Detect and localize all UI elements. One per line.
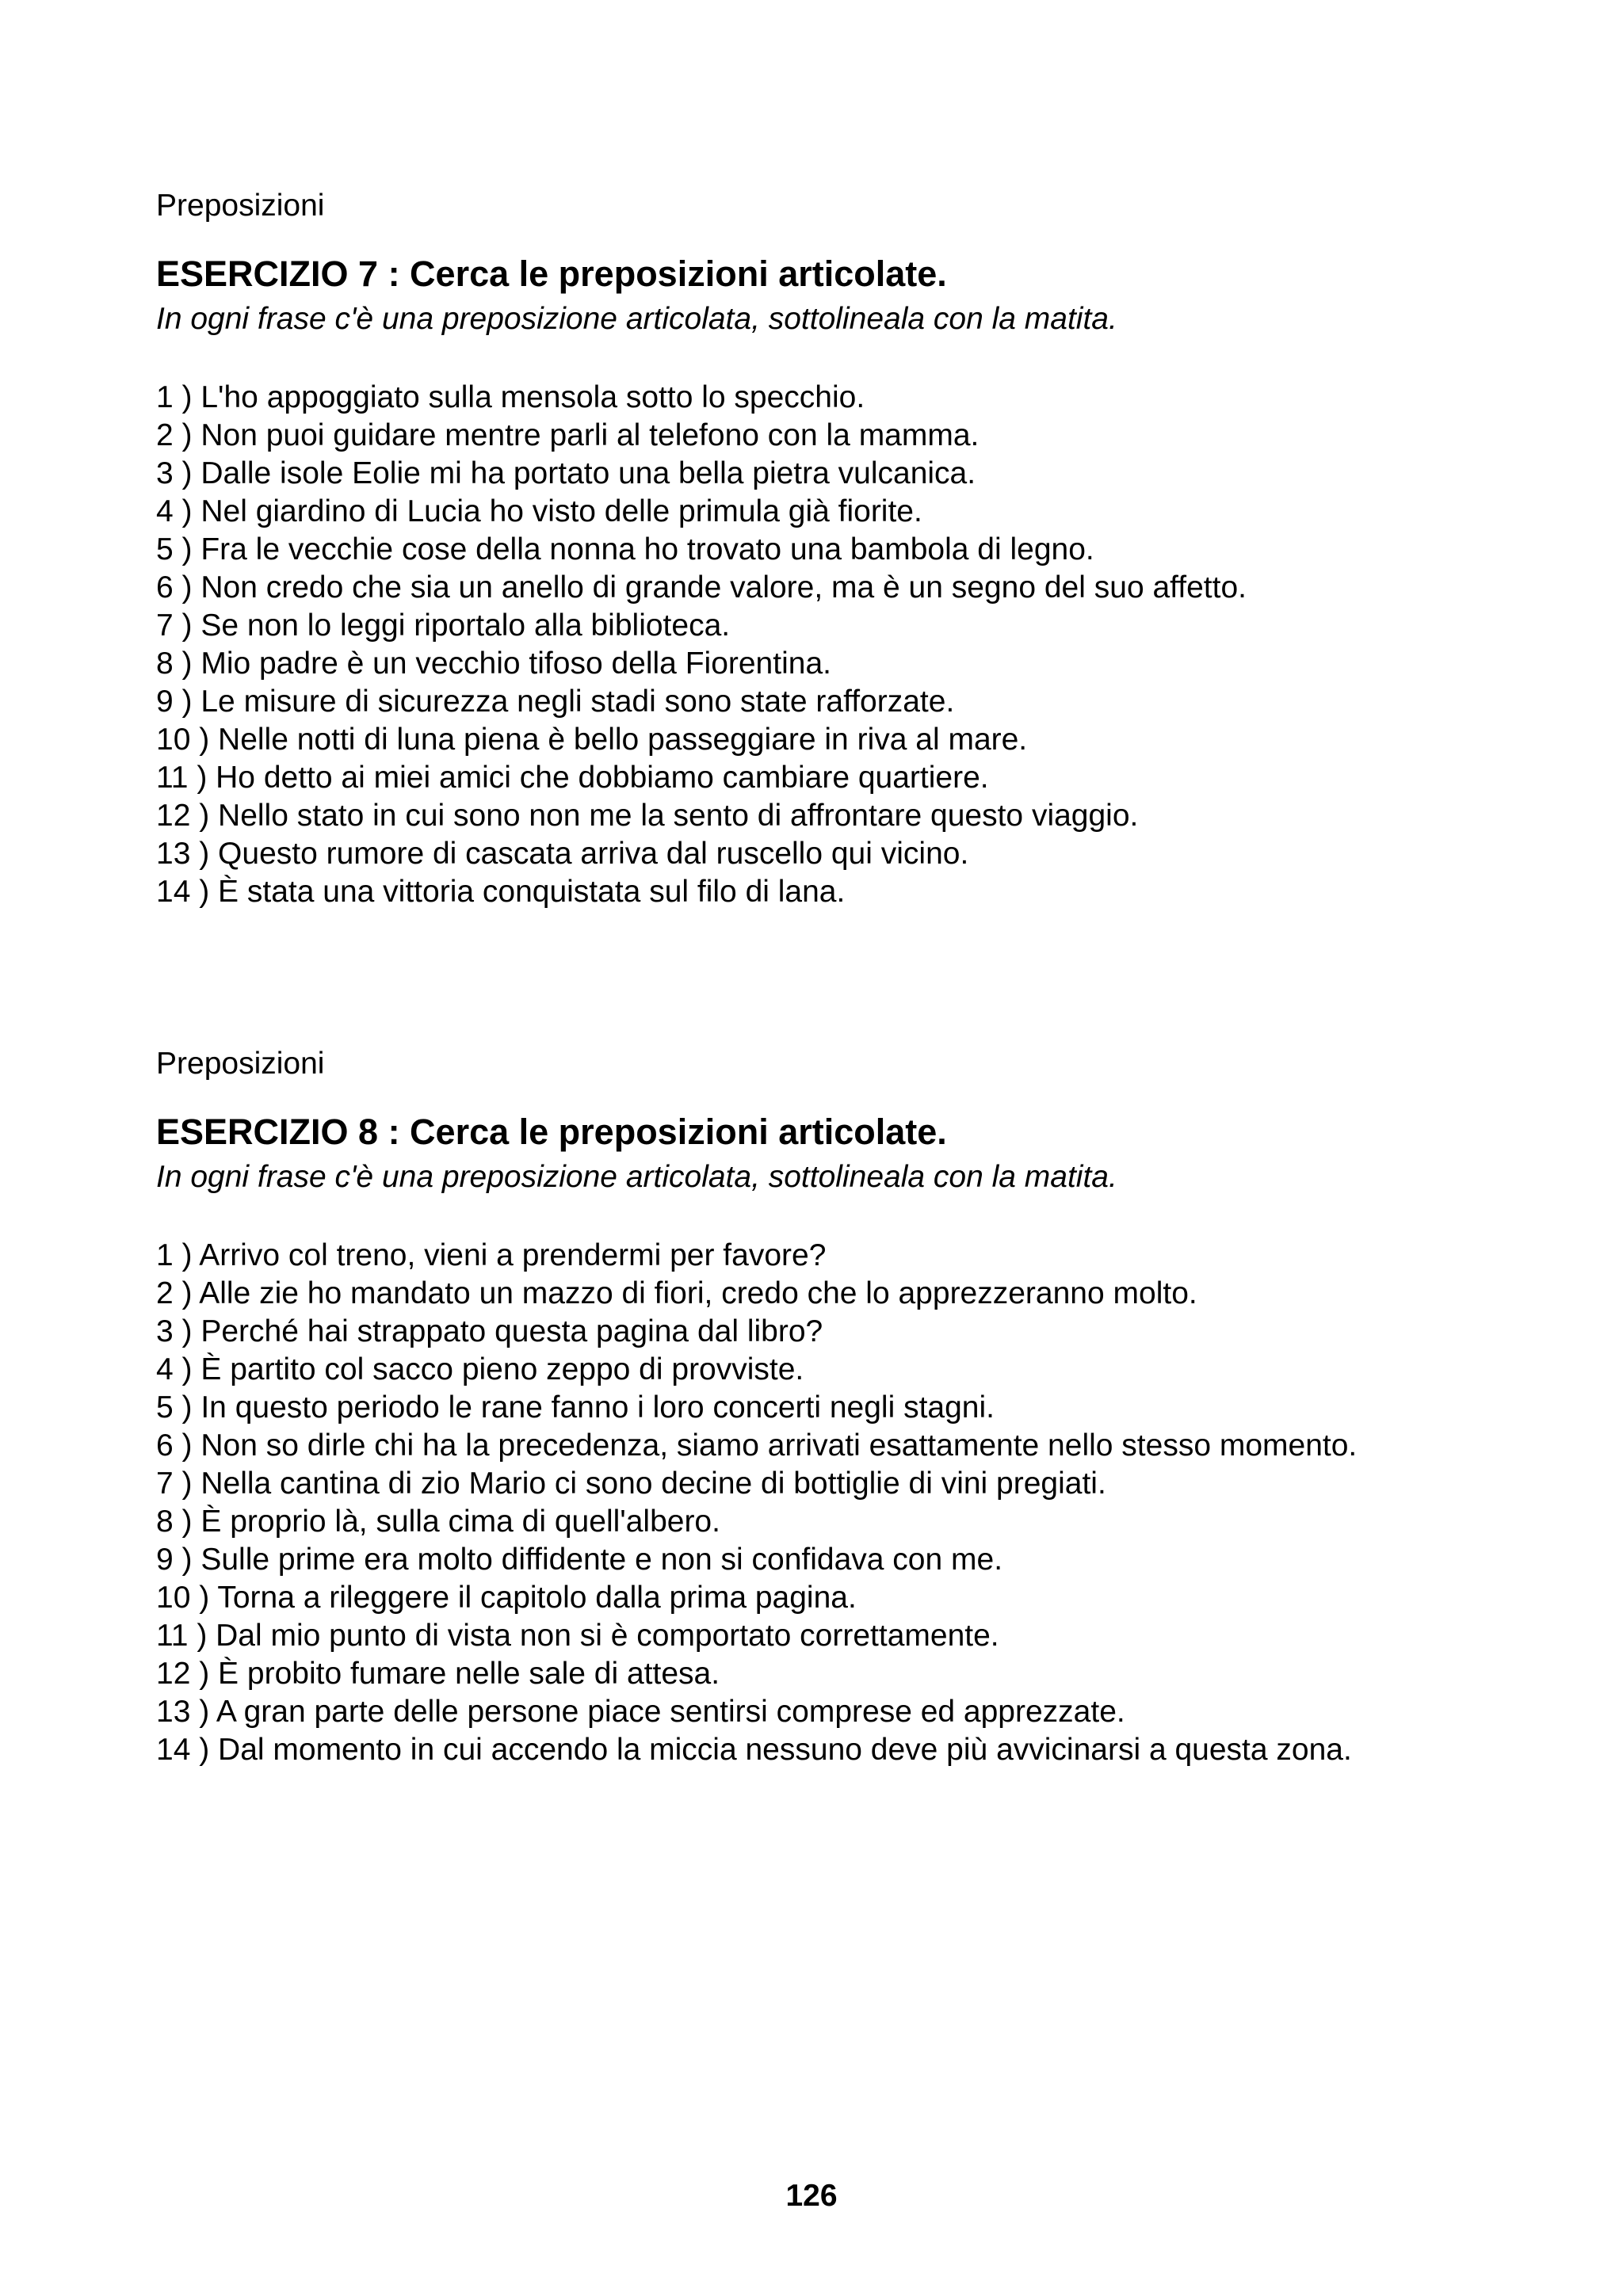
sentence-item: 3 ) Perché hai strappato questa pagina dal libro? — [156, 1314, 823, 1348]
sentence-item: 9 ) Sulle prime era molto diffidente e non si confidava con me. — [156, 1543, 1003, 1577]
sentence-item: 13 ) A gran parte delle persone piace sentirsi comprese ed apprezzate. — [156, 1695, 1125, 1729]
exercise-8-section — [156, 1045, 1503, 1769]
sentence-item: 12 ) Nello stato in cui sono non me la sento di affrontare questo viaggio. — [156, 799, 1139, 833]
sentence-item: 12 ) È probito fumare nelle sale di attesa. — [156, 1657, 720, 1691]
sentence-item: 11 ) Ho detto ai miei amici che dobbiamo cambiare quartiere. — [156, 761, 989, 795]
sentence-item: 1 ) L'ho appoggiato sulla mensola sotto lo specchio. — [156, 380, 865, 414]
sentence-item: 7 ) Nella cantina di zio Mario ci sono decine di bottiglie di vini pregiati. — [156, 1466, 1106, 1501]
sentence-list — [156, 1237, 1503, 1769]
exercise-instruction: In ogni frase c'è una preposizione articolata, sottolineala con la matita. — [156, 302, 1117, 336]
exercise-title: ESERCIZIO 7 : Cerca le preposizioni articolate. — [156, 254, 947, 294]
sentence-item: 1 ) Arrivo col treno, vieni a prendermi per favore? — [156, 1238, 827, 1272]
sentence-item: 8 ) Mio padre è un vecchio tifoso della Fiorentina. — [156, 646, 831, 681]
sentence-item: 8 ) È proprio là, sulla cima di quell'albero. — [156, 1505, 720, 1539]
sentence-item: 6 ) Non so dirle chi ha la precedenza, siamo arrivati esattamente nello stesso momento. — [156, 1428, 1358, 1463]
exercise-title: ESERCIZIO 8 : Cerca le preposizioni articolate. — [156, 1112, 947, 1152]
sentence-item: 4 ) È partito col sacco pieno zeppo di provviste. — [156, 1352, 804, 1386]
exercise-7-section — [156, 187, 1503, 911]
sentence-item: 7 ) Se non lo leggi riportalo alla biblioteca. — [156, 608, 731, 643]
sentence-item: 2 ) Alle zie ho mandato un mazzo di fiori, credo che lo apprezzeranno molto. — [156, 1276, 1197, 1310]
exercise-instruction: In ogni frase c'è una preposizione articolata, sottolineala con la matita. — [156, 1160, 1117, 1194]
sentence-item: 13 ) Questo rumore di cascata arriva dal ruscello qui vicino. — [156, 837, 969, 871]
sentence-item: 11 ) Dal mio punto di vista non si è comportato correttamente. — [156, 1619, 999, 1653]
sentence-item: 14 ) Dal momento in cui accendo la miccia nessuno deve più avvicinarsi a questa zona. — [156, 1733, 1352, 1767]
page-number: 126 — [785, 2179, 838, 2213]
sentence-item: 5 ) Fra le vecchie cose della nonna ho trovato una bambola di legno. — [156, 532, 1094, 566]
section-label: Preposizioni — [156, 189, 325, 223]
sentence-item: 6 ) Non credo che sia un anello di grande valore, ma è un segno del suo affetto. — [156, 570, 1247, 605]
sentence-item: 3 ) Dalle isole Eolie mi ha portato una bella pietra vulcanica. — [156, 456, 976, 490]
section-label: Preposizioni — [156, 1047, 325, 1081]
sentence-item: 4 ) Nel giardino di Lucia ho visto delle primula già fiorite. — [156, 494, 922, 528]
sentence-item: 14 ) È stata una vittoria conquistata sul filo di lana. — [156, 875, 846, 909]
sentence-item: 9 ) Le misure di sicurezza negli stadi sono state rafforzate. — [156, 685, 955, 719]
sentence-item: 2 ) Non puoi guidare mentre parli al telefono con la mamma. — [156, 418, 980, 452]
sentence-item: 5 ) In questo periodo le rane fanno i loro concerti negli stagni. — [156, 1390, 995, 1425]
sentence-list — [156, 379, 1503, 911]
sentence-item: 10 ) Torna a rileggere il capitolo dalla prima pagina. — [156, 1581, 857, 1615]
sentence-item: 10 ) Nelle notti di luna piena è bello passeggiare in riva al mare. — [156, 723, 1028, 757]
